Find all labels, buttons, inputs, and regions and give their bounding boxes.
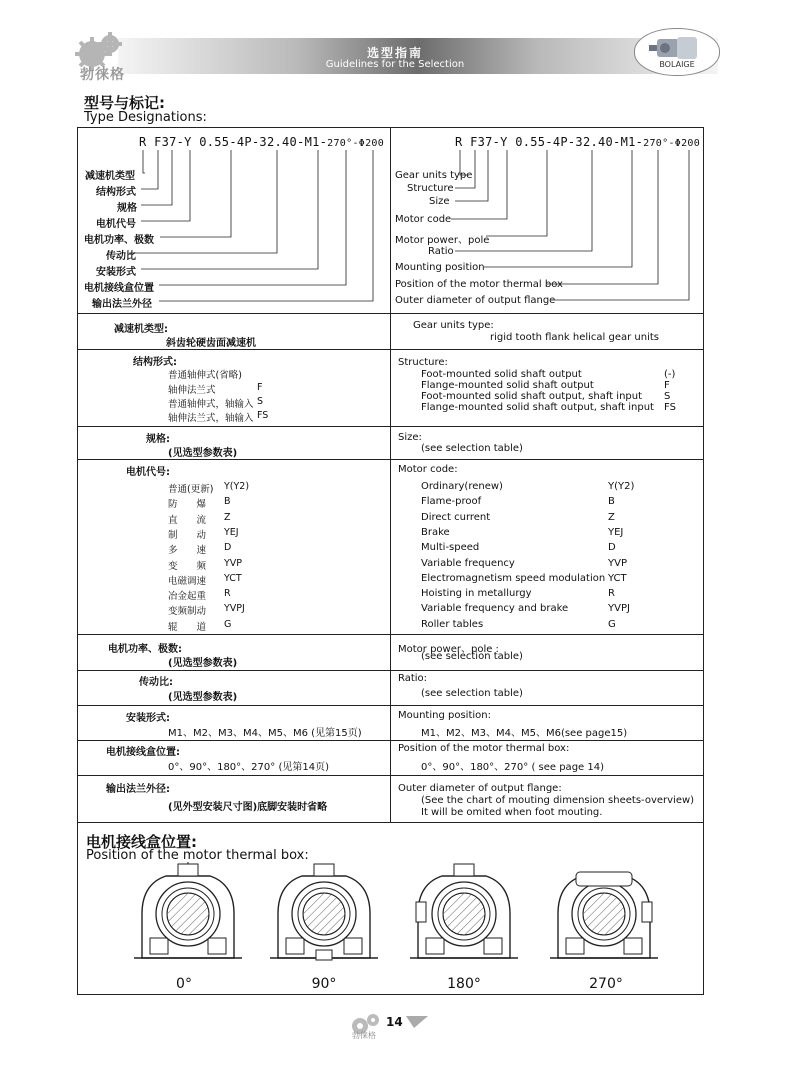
structure-item-en: Foot-mounted solid shaft output: [421, 369, 582, 380]
motor-item-code-cn: Z: [224, 511, 231, 523]
motor-item-cn: 多 速: [168, 545, 207, 557]
position-label-270: 270°: [589, 976, 623, 992]
motor-item-cn: 防 爆: [168, 499, 207, 511]
motor-item-code: YVPJ: [608, 603, 630, 615]
motor-item-code: G: [608, 618, 616, 630]
row-mounting-en-value: M1、M2、M3、M4、M5、M6(see page15): [421, 728, 628, 739]
terminal-box-270: [576, 872, 632, 886]
label-cn-ratio: 传动比: [106, 251, 136, 262]
motor-item-code: B: [608, 496, 615, 508]
thermal-box-drawings: [120, 862, 680, 972]
thermal-section-title-en: Position of the motor thermal box:: [86, 848, 309, 863]
row-type-en-title: Gear units type:: [413, 320, 494, 331]
motor-item-code-cn: D: [224, 542, 232, 554]
row-size-cn-title: 规格:: [146, 434, 170, 445]
motor-item-en: Roller tables: [421, 618, 484, 630]
row-type-cn-title: 减速机类型:: [114, 324, 168, 335]
structure-item-code: F: [664, 380, 670, 391]
motor-item-en: Variable frequency: [421, 557, 515, 569]
label-en-ratio: Ratio: [428, 246, 454, 257]
row-power-cn-value: (见选型参数表): [168, 658, 238, 669]
row-power-en-title: Motor power、pole :: [398, 644, 499, 655]
header-title-en: Guidelines for the Selection: [325, 59, 465, 70]
row-structure-en-title: Structure:: [398, 357, 448, 368]
motor-item-code: R: [608, 588, 615, 600]
row-flange-en-title: Outer diameter of output flange:: [398, 783, 562, 794]
structure-item-cn: 轴伸法兰式: [168, 385, 216, 396]
structure-item-code: S: [664, 391, 671, 402]
leader-lines: [0, 0, 786, 330]
motor-item-code: Z: [608, 511, 615, 523]
row-motor-en-title: Motor code:: [398, 464, 458, 475]
label-cn-size: 规格: [117, 203, 137, 214]
motor-item-code-cn: R: [224, 588, 231, 600]
page-arrow-icon: [406, 1014, 430, 1030]
designation-code-left: R F37-Y 0.55-4P-32.40-M1-270°-Φ200: [139, 135, 385, 149]
position-label-180: 180°: [447, 976, 481, 992]
motor-item-code-cn: YVPJ: [224, 603, 245, 615]
row-flange-cn-title: 输出法兰外径:: [106, 784, 170, 795]
row-thermal-en-title: Position of the motor thermal box:: [398, 743, 570, 754]
row-mounting-en-title: Mounting position:: [398, 710, 491, 721]
row-flange-en-value2: It will be omited when foot mouting.: [421, 807, 603, 818]
row-ratio-en-title: Ratio:: [398, 673, 428, 684]
row-mounting-cn-value: M1、M2、M3、M4、M5、M6 (见第15页): [168, 728, 362, 739]
row-mounting-cn-title: 安装形式:: [126, 713, 170, 724]
label-cn-flange: 输出法兰外径: [92, 299, 152, 310]
row-ratio-en-value: (see selection table): [421, 688, 523, 699]
motor-item-cn: 冶金起重: [168, 591, 207, 603]
motor-item-en: Brake: [421, 526, 450, 538]
row-size-en-value: (see selection table): [421, 443, 523, 454]
row-motor-cn-title: 电机代号:: [126, 467, 170, 478]
motor-item-en: Variable frequency and brake: [421, 603, 569, 615]
row-ratio-cn-value: (见选型参数表): [168, 692, 238, 703]
thermal-section-title-cn: 电机接线盒位置:: [86, 833, 197, 851]
motor-item-cn: 变频制动: [168, 606, 207, 618]
motor-item-cn: 电磁调速: [168, 575, 207, 587]
row-structure-cn-title: 结构形式:: [133, 357, 177, 368]
motor-item-en: Flame-proof: [421, 496, 482, 508]
motor-item-code: YEJ: [608, 526, 624, 538]
label-en-motor: Motor code: [395, 214, 452, 225]
row-ratio-cn-title: 传动比:: [139, 677, 173, 688]
footer-brand: 勃徕格: [352, 1031, 376, 1040]
structure-item-code: FS: [664, 402, 676, 413]
label-cn-motor: 电机代号: [96, 219, 136, 230]
motor-item-en: Ordinary(renew): [421, 481, 503, 492]
label-cn-power: 电机功率、极数: [84, 235, 154, 246]
motor-item-code-cn: Y(Y2): [224, 481, 250, 492]
row-thermal-cn-title: 电机接线盒位置:: [106, 747, 180, 758]
motor-item-code: D: [608, 542, 616, 554]
terminal-box-180: [454, 864, 474, 876]
row-thermal-cn-value: 0°、90°、180°、270° (见第14页): [168, 762, 329, 773]
position-label-90: 90°: [311, 976, 337, 992]
designation-code-right: R F37-Y 0.55-4P-32.40-M1-270°-Φ200: [455, 135, 701, 149]
motor-item-en: Electromagnetism speed modulation: [421, 572, 606, 584]
section-title-en: Type Designations:: [84, 110, 207, 125]
motor-item-cn: 辊 道: [168, 621, 207, 633]
structure-item-cn: 普通轴伸式，轴输入: [168, 399, 254, 410]
structure-item-en: Flange-mounted solid shaft output, shaft input: [421, 402, 654, 413]
motor-item-code: YCT: [608, 572, 627, 584]
motor-item-code: Y(Y2): [608, 481, 635, 492]
label-en-flange: Outer diameter of output flange: [395, 295, 556, 306]
row-flange-en-value1: (See the chart of mouting dimension sheets-overview): [421, 795, 695, 806]
section-title-cn: 型号与标记:: [84, 94, 165, 112]
label-en-mounting: Mounting position: [395, 262, 485, 273]
motor-item-code-cn: G: [224, 618, 232, 630]
brand-logo-text: 勃徕格: [80, 67, 125, 83]
row-power-en-value: (see selection table): [421, 651, 523, 662]
motor-item-code-cn: YVP: [224, 557, 243, 569]
motor-item-en: Hoisting in metallurgy: [421, 588, 532, 600]
motor-item-cn: 变 频: [168, 560, 207, 572]
motor-item-en: Multi-speed: [421, 542, 480, 554]
motor-item-code-cn: YEJ: [224, 526, 239, 538]
header-title-cn: 选型指南: [366, 46, 423, 60]
label-cn-thermal: 电机接线盒位置: [84, 283, 154, 294]
row-power-cn-title: 电机功率、极数:: [108, 644, 182, 655]
structure-item-cn: 轴伸法兰式，轴输入: [168, 413, 254, 424]
motor-item-cn: 制 动: [168, 529, 207, 541]
structure-item-cn: 普通轴伸式(省略): [168, 370, 242, 381]
structure-item-en: Flange-mounted solid shaft output: [421, 380, 594, 391]
motor-item-en: Direct current: [421, 511, 491, 523]
motor-item-cn: 普通(更新): [168, 484, 214, 495]
label-en-size: Size: [429, 196, 450, 207]
row-flange-cn-value: (见外型安装尺寸图)底脚安装时省略: [168, 802, 328, 813]
row-thermal-en-value: 0°、90°、180°、270° ( see page 14): [421, 762, 604, 773]
row-type-cn-value: 斜齿轮硬齿面减速机: [166, 338, 256, 349]
structure-item-code: (-): [664, 369, 676, 380]
brand-badge-text: BOLAIGE: [659, 60, 695, 69]
structure-item-code-cn: F: [257, 382, 263, 393]
label-cn-mounting: 安装形式: [96, 267, 136, 278]
label-en-structure: Structure: [407, 183, 454, 194]
motor-item-code-cn: B: [224, 496, 231, 508]
row-size-en-title: Size:: [398, 432, 422, 443]
terminal-box-90: [314, 864, 334, 876]
motor-item-cn: 直 流: [168, 514, 207, 526]
row-type-en-value: rigid tooth flank helical gear units: [490, 332, 660, 343]
label-en-thermal: Position of the motor thermal box: [395, 279, 563, 290]
structure-item-code-cn: S: [257, 396, 264, 407]
motor-item-code: YVP: [608, 557, 627, 569]
row-size-cn-value: (见选型参数表): [168, 448, 238, 459]
motor-item-code-cn: YCT: [224, 572, 242, 584]
page-number: 14: [386, 1015, 403, 1029]
structure-item-code-cn: FS: [257, 410, 269, 421]
structure-item-en: Foot-mounted solid shaft output, shaft input: [421, 391, 643, 402]
position-label-0: 0°: [176, 976, 192, 992]
label-cn-structure: 结构形式: [96, 187, 136, 198]
terminal-box-0: [178, 864, 198, 876]
label-en-power: Motor power、pole: [395, 235, 490, 246]
label-en-type: Gear units type: [395, 170, 473, 181]
label-cn-type: 减速机类型: [85, 171, 135, 182]
